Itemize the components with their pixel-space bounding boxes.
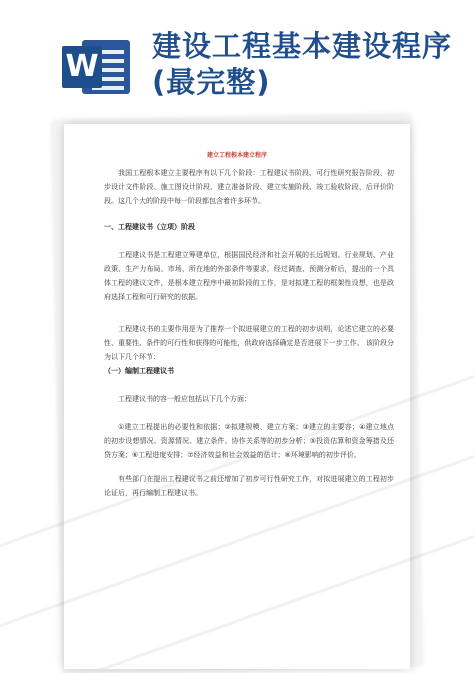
section1-paragraph-2: 工程建议书的主要作用是为了推荐一个拟进展建立的工程的初步说明，论述它建立的必要性、重要性、条件的可行性和获得的可能性，供政府选择确定是否进展下一步工作。 该阶段分为以下几个环节： <box>104 325 394 361</box>
header-banner <box>0 0 474 112</box>
section1-paragraph-1: 工程建议书是工程建立筹建单位，根据国民经济和社会开展的长远规划、行业规划、产业政策、生产力布局、市场、所在地的外部条件等要求，经过调查、预测分析后，提出的一个具体工程的建议文件，是根本建立程序中最初阶段的工作，是对拟建工程的框架性设想，也是政府选择工程和可行研究的依据。 <box>104 251 394 301</box>
subsection1-heading: （一）编制工程建议书 <box>104 367 174 375</box>
intro-paragraph: 我国工程根本建立主要程序有以下几个阶段：工程建议书阶段、可行性研究报告阶段、初步设计文件阶段、施工图设计阶段、建立准备阶段、建立实施阶段、竣工验收阶段、后评价阶段。这几个大的阶段中每一阶段都包含着许多环节。 <box>104 169 394 205</box>
document-title: 建立工程根本建立程序 <box>206 152 267 159</box>
subsection1-paragraph-1: 工程建议书的容一般应包括以下几个方面： <box>118 395 251 403</box>
subsection1-paragraph-2: ①建立工程提出的必要性和依据；②拟建规模、建立方案；③建立的主要容；④建立地点的初步设想情况、资源情况、建立条件、协作关系等的初步分析；⑤投资估算和资金筹措及还贷方案；⑥工程进度安排；⑦经济效益和社会效益的估计；⑧环境影响的初步评价。 <box>104 423 394 459</box>
word-icon-letter: W <box>62 46 102 88</box>
subsection1-paragraph-3: 有些部门在提出工程建议书之前还增加了初步可行性研究工作，对拟进展建立的工程初步论证后，再行编制工程建议书。 <box>104 475 394 497</box>
section1-heading: 一、工程建议书（立项）阶段 <box>104 223 195 231</box>
page-title: 建设工程基本建设程序(最完整) <box>152 29 453 99</box>
word-icon <box>62 34 134 96</box>
